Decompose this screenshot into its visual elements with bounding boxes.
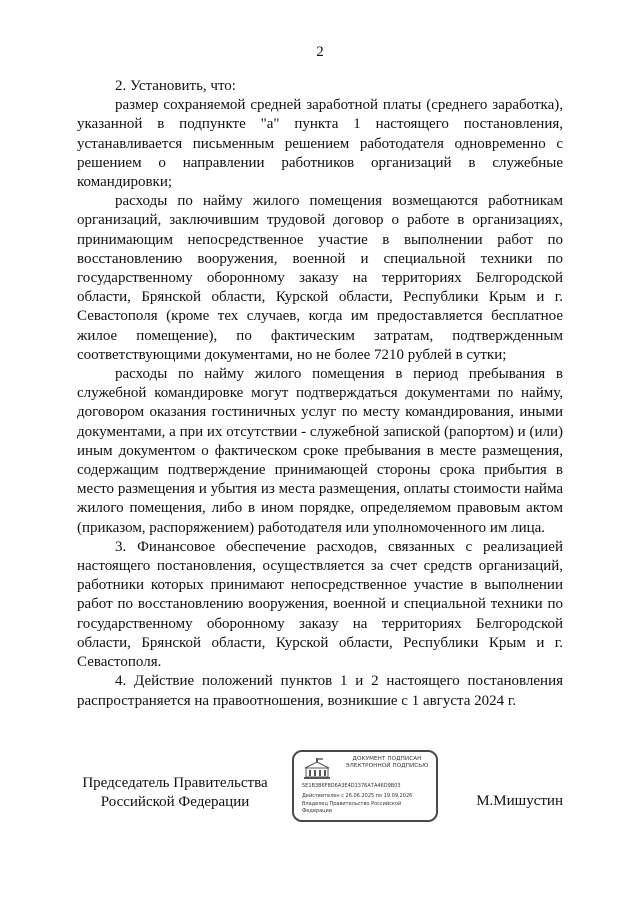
signatory-title-line1: Председатель Правительства (82, 775, 268, 791)
paragraph-housing-proof: расходы по найму жилого помещения в период пребывания в служебной командировке могут подтверждаться документами по найму, договором оказания гостиничных услуг по месту командирования, иными документами, а при их отсутствии - служебной запиской (рапортом) и (или) иным документом о фактическом сроке пребывания в месте размещения, содержащим подтверждение принимающей стороны срока прибытия в место размещения и убытия из места размещения, оплаты стоимости найма жилого помещения, либо в ином порядке, определяемом правовым актом (приказом, распоряжением) работодателя или уполномоченного им лица. (77, 366, 563, 536)
paragraph-2-intro: 2. Установить, что: (115, 78, 236, 94)
stamp-serial: 5E1B3B6F8D6A3E4D1376A7A46D9B03 (302, 783, 401, 789)
paragraph-4-effective: 4. Действие положений пунктов 1 и 2 настоящего постановления распространяется на правоотношения, возникшие с 1 августа 2024 г. (77, 673, 563, 709)
stamp-owner-line1: Владелец Правительство Российской (302, 801, 402, 807)
paragraph-3-financing: 3. Финансовое обеспечение расходов, связанных с реализацией настоящего постановления, осуществляется за счет средств организаций, работники которых принимают непосредственное участие в выполнении работ по восстановлению вооружения, военной и специальной техники по государственному оборонному заказу на территориях Белгородской области, Брянской области, Курской области, Республики Крым и г. Севастополя. (77, 538, 563, 671)
stamp-validity: Действителен с 26.06.2025 по 19.09.2026 (302, 793, 413, 799)
paragraph-salary: размер сохраняемой средней заработной платы (среднего заработка), указанной в подпункте "а" пункта 1 настоящего постановления, устанавливается письменным решением работодателя одновременно с решением о направлении работников организаций в служебные командировки; (77, 97, 563, 191)
stamp-title: ДОКУМЕНТ ПОДПИСАН ЭЛЕКТРОННОЙ ПОДПИСЬЮ (345, 756, 429, 769)
signatory-title-line2: Российской Федерации (100, 794, 250, 810)
document-body (77, 77, 563, 711)
government-building-icon (302, 758, 332, 780)
page-number: 2 (316, 44, 324, 60)
paragraph-housing-costs: расходы по найму жилого помещения возмещаются работникам организаций, заключившим трудовой договор о работе в организациях, принимающим непосредственное участие в выполнении работ по восстановлению вооружения, военной и специальной техники по государственному оборонному заказу на территориях Белгородской области, Брянской области, Курской области, Республики Крым и г. Севастополя (кроме тех случаев, когда им предоставляется бесплатное жилое помещение), по фактическим затратам, подтвержденным соответствующими документами, но не более 7210 рублей в сутки; (77, 193, 563, 363)
signatory-title (80, 774, 270, 812)
electronic-signature-stamp (292, 750, 438, 822)
stamp-owner-line2: Федерации (302, 808, 333, 814)
signatory-name: М.Мишустин (476, 793, 563, 809)
